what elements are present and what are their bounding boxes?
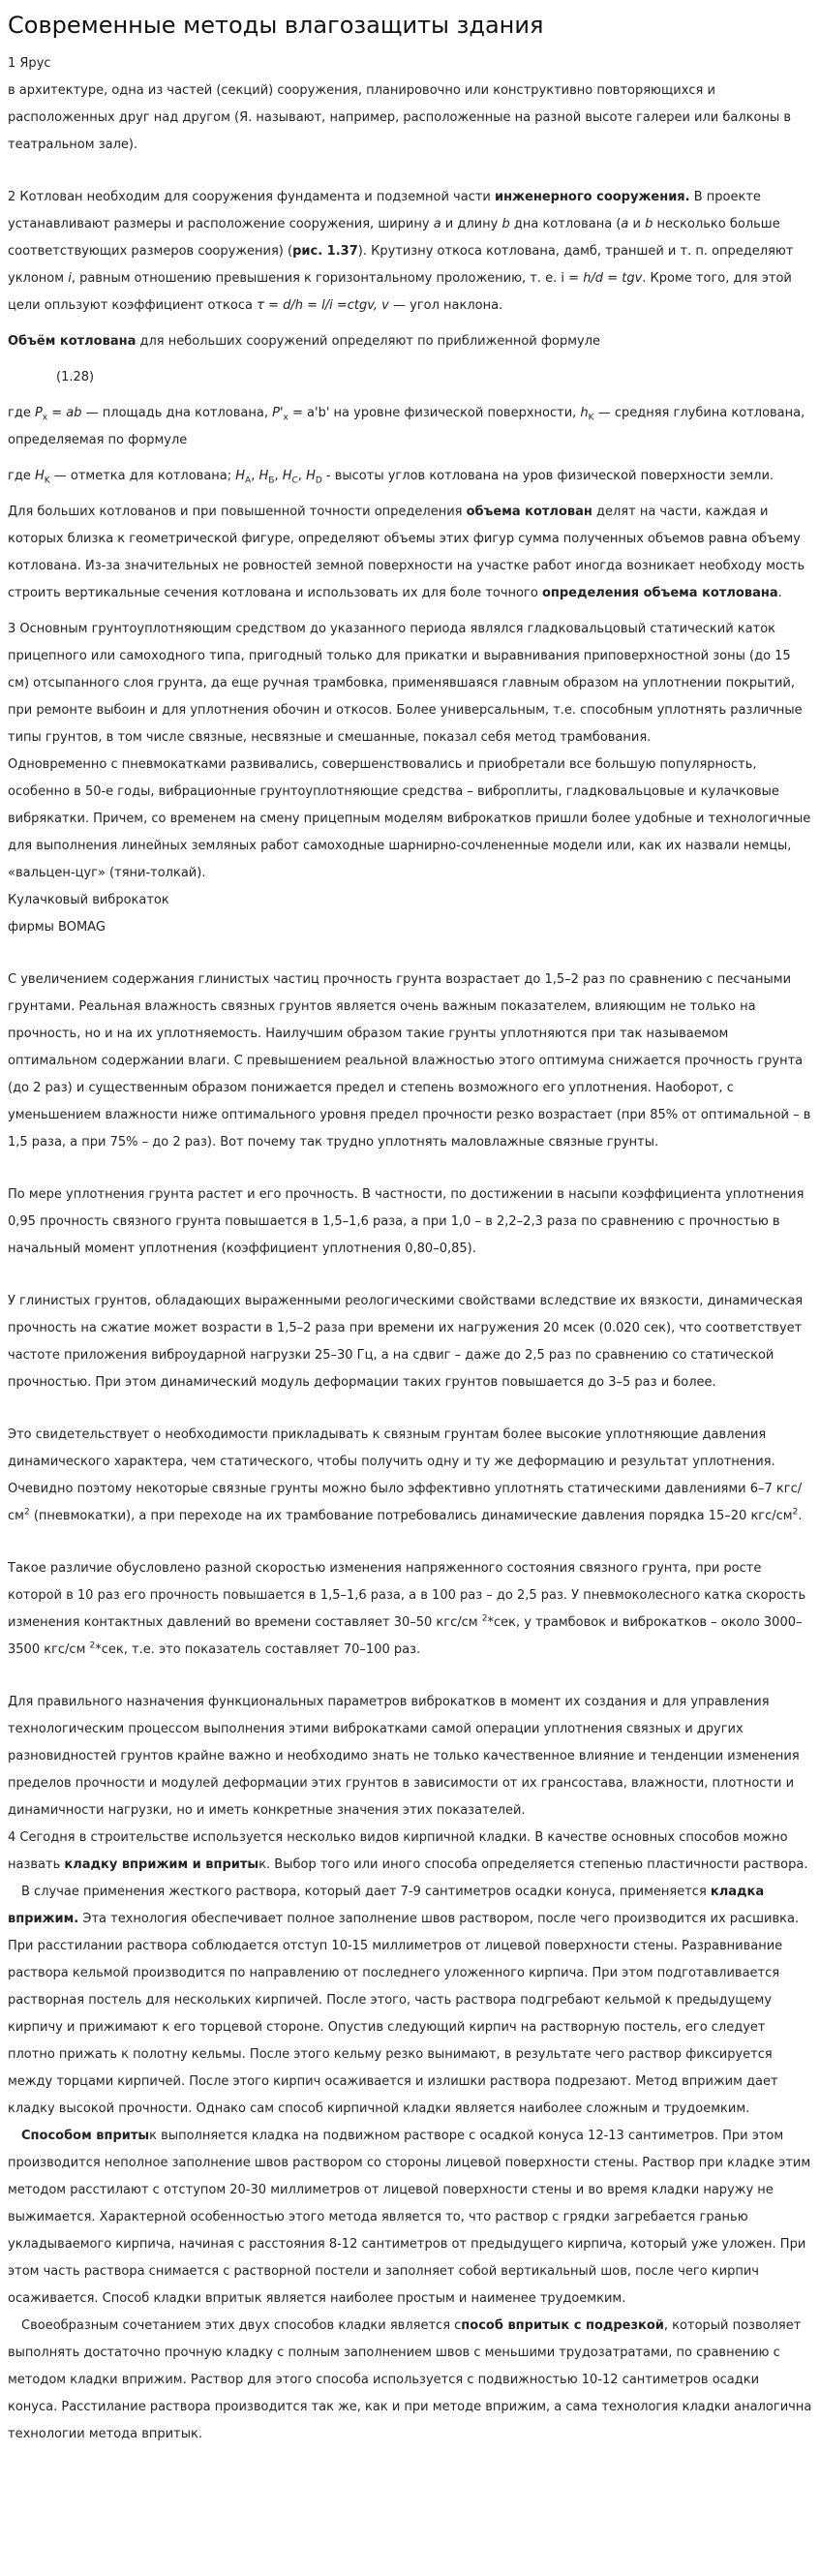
section-3-paragraph-clay: С увеличением содержания глинистых частиц прочность грунта возрастает до 1,5–2 раз по сравнению с песчаными грунтами. Реальная влажность связных грунтов является очень важным показателем, влияющим не только на прочность, но и на их уплотняемость. Наилучшим образом такие грунты уплотняются при так называемом оптимальном содержании влаги. С превышением реальной влажностью этого оптимума снижается прочность грунта (до 2 раз) и существенным образом понижается предел и степень возможного его уплотнения. Наоборот, с уменьшением влажности ниже оптимального уровня предел прочности резко возрастает (при 85% от оптимальной – в 1,5 раза, а при 75% – до 2 раз). Вот почему так трудно уплотнять маловлажные связные грунты. (8, 972, 811, 1150)
formula-number: (1.28) (56, 370, 95, 384)
section-1-text: в архитектуре, одна из частей (секций) сооружения, планировочно или конструктивно повторяющихся и расположенных друг над другом (Я. называют, например, расположенные на разной высоте галереи или балконы в театральном зале). (8, 83, 792, 152)
image-caption-line-2: фирмы BOMAG (8, 920, 106, 935)
section-3-paragraph-parameters: Для правильного назначения функциональных параметров виброкатков в момент их создания и для управления технологическим процессом выполнения этими виброкатками самой операции уплотнения связных и других разновидностей грунтов крайне важно и необходимо знать не только качественное влияние и тенденции изменения пределов прочности и модулей деформации этих грунтов в зависимости от их грансостава, влажности, плотности и динамичности нагрузки, но и иметь конкретные значения этих показателей. (8, 1695, 800, 1818)
section-4-paragraph-1: 4 Сегодня в строительстве используется несколько видов кирпичной кладки. В качестве основных способов можно назвать кладку вприжим и впритык. Выбор того или иного способа определяется степенью пластичности раствора. (8, 1830, 808, 1872)
section-3-paragraph-2: Одновременно с пневмокатками развивались, совершенствовались и приобретали все большую популярность, особенно в 50-е годы, вибрационные грунтоуплотняющие средства – виброплиты, гладковальцовые и кулачковые вибрякатки. Причем, со временем на смену прицепным моделям виброкатков пришли более удобные и технологичные для выполнения линейных земляных работ самоходные шарнирно-сочлененные модели или, как их назвали немцы, «вальцен-цуг» (тяни-толкай). (8, 757, 811, 880)
section-3-paragraph-compaction: По мере уплотнения грунта растет и его прочность. В частности, по достижении в насыпи коэффициента уплотнения 0,95 прочность связного грунта повышается в 1,5–1,6 раза, а при 1,0 – в 2,2–2,3 раза по сравнению с прочностью в начальный момент уплотнения (коэффициент уплотнения 0,80–0,85). (8, 1187, 805, 1256)
section-3-paragraph-pressures: Это свидетельствует о необходимости прикладывать к связным грунтам более высокие уплотняющие давления динамического характера, чем статического, чтобы получить одну и ту же деформацию и результат уплотнения. Очевидно поэтому некоторые связные грунты можно было эффективно уплотнять статическими давлениями 6–7 кгс/$см^2$ (пневмокатки), а при переходе на их трамбование потребовались динамические давления порядка 15–20 кгс/$см^2$. (8, 1427, 803, 1523)
page-title: Современные методы влагозащиты здания (8, 12, 544, 39)
section-3-paragraph-1: 3 Основным грунтоуплотняющим средством до указанного периода являлся гладковальцовый статический каток прицепного или самоходного типа, пригодный только для прикатки и выравнивания приповерхностной зоны (до 15 см) отсыпанного слоя грунта, да еще ручная трамбовка, применявшаяся главным образом на уплотнении покрытий, при ремонте выбоин и для уплотнения обочин и откосов. Более универсальным, т.е. способным уплотнять различные типы грунтов, в том числе связные, несвязные и смешанные, показал себя метод трамбования. (8, 622, 803, 745)
section-3-paragraph-speed: Такое различие обусловлено разной скоростью изменения напряженного состояния связного грунта, при росте которой в 10 раз его прочность повышается в 1,5–1,6 раза, а в 100 раз – до 2,5 раз. У пневмоколесного катка скорость изменения контактных давлений во времени составляет 30–50 кгс/см $^2$*сек, у трамбовок и виброкатков – около 3000–3500 кгс/см $^2$*сек, т.е. это показатель составляет 70–100 раз. (8, 1561, 806, 1657)
section-2-where-paragraph-1: где $P_x$ = ab — площадь дна котлована, $P'_x = a'b'$ на уровне физической поверхности, $h_K$ — средняя глубина котлована, определяемая по формуле (8, 406, 805, 447)
section-4-paragraph-combined: Своеобразным сочетанием этих двух способов кладки является способ впритык с подрезкой, который позволяет выполнять достаточно прочную кладку с полным заполнением швов с меньшими трудозатратами, по сравнению с методом кладки вприжим. Раствор для этого способа используется с подвижностью 10-12 сантиметров осадки конуса. Расстилание раствора производится так же, как и при методе вприжим, а сама технология кладки аналогична технологии метода впритык. (8, 2318, 812, 2441)
section-2-paragraph-large-pits: Для больших котлованов и при повышенной точности определения объема котлован делят на части, каждая и которых близка к геометрической фигуре, определяют объемы этих фигур сумма полученных объемов равна объему котлована. Из-за значительных не ровностей земной поверхности на участке работ иногда возникает необходу мость строить вертикальные сечения котлована и использовать их для боле точного определения объема котлована. (8, 505, 805, 600)
section-3-paragraph-rheology: У глинистых грунтов, обладающих выраженными реологическими свойствами вследствие их вязкости, динамическая прочность на сжатие может возрасти в 1,5–2 раза при времени их нагружения 20 мсек (0.020 сек), что соответствует частоте приложения виброударной нагрузки 25–30 Гц, а на сдвиг – даже до 2,5 раз по сравнению со статической прочностью. При этом динамический модуль деформации таких грунтов повышается до 3–5 раз и более. (8, 1294, 804, 1390)
section-4-paragraph-vpritik: Способом впритык выполняется кладка на подвижном растворе с осадкой конуса 12-13 сантиметров. При этом производится неполное заполнение швов раствором со стороны лицевой поверхности стены. Раствор при кладке этим методом расстилают с отступом 20-30 миллиметров от лицевой поверхности стены и во время кладки наружу не выжимается. Характерной особенностью этого метода является то, что раствор с грядки загребается гранью укладываемого кирпича, начиная с расстояния 8-12 сантиметров от предыдущего кирпича, который уже уложен. При этом часть раствора снимается с растворной постели и заполняет собой вертикальный шов, после чего кирпич осаживается. Способ кладки впритык является наиболее простым и наименее трудоемким. (8, 2129, 811, 2306)
section-1-heading: 1 Ярус (8, 56, 51, 71)
image-caption-line-1: Кулачковый виброкаток (8, 893, 169, 907)
section-4-paragraph-vprizhim: В случае применения жесткого раствора, который дает 7-9 сантиметров осадки конуса, применяется кладка вприжим. Эта технология обеспечивает полное заполнение швов раствором, после чего производится их расшивка. При расстилании раствора соблюдается отступ 10-15 миллиметров от лицевой поверхности стены. Разравнивание раствора кельмой производится по направлению от последнего уложенного кирпича. При этом подготавливается растворная постель для нескольких кирпичей. После этого, часть раствора подгребают кельмой к предыдущему кирпичу и прижимают к его торцевой стороне. Опустив следующий кирпич на растворную постель, его следует плотно прижать к полотну кельмы. После этого кельму резко вынимают, в результате чего раствор фиксируется между торцами кирпичей. После этого кирпич осаживается и излишки раствора подрезают. Метод вприжим дает кладку высокой прочности. Однако сам способ кирпичной кладки является наиболее сложным и трудоемким. (8, 1885, 800, 2116)
section-2-paragraph-1: 2 Котлован необходим для сооружения фундамента и подземной части инженерного сооружения. В проекте устанавливают размеры и расположение сооружения, ширину a и длину b дна котлована (a и b несколько больше соответствующих размеров сооружения) (рис. 1.37). Крутизну откоса котлована, дамб, траншей и т. п. определяют уклоном i, равным отношению превышения к горизонтальному проложению, т. е. i = h/d = tgv. Кроме того, для этой цели опльзуют коэффициент откоса τ = d/h = l/i =ctgv, v — угол наклона. (8, 190, 794, 313)
section-2-where-paragraph-2: где $H_K$ — отметка для котлована; $H_A$, $H_Б$, $H_C$, $H_D$ - высоты углов котлована на уров физической поверхности земли. (8, 469, 774, 486)
section-2-volume-paragraph: Объём котлована для небольших сооружений определяют по приближенной формуле (8, 334, 601, 349)
